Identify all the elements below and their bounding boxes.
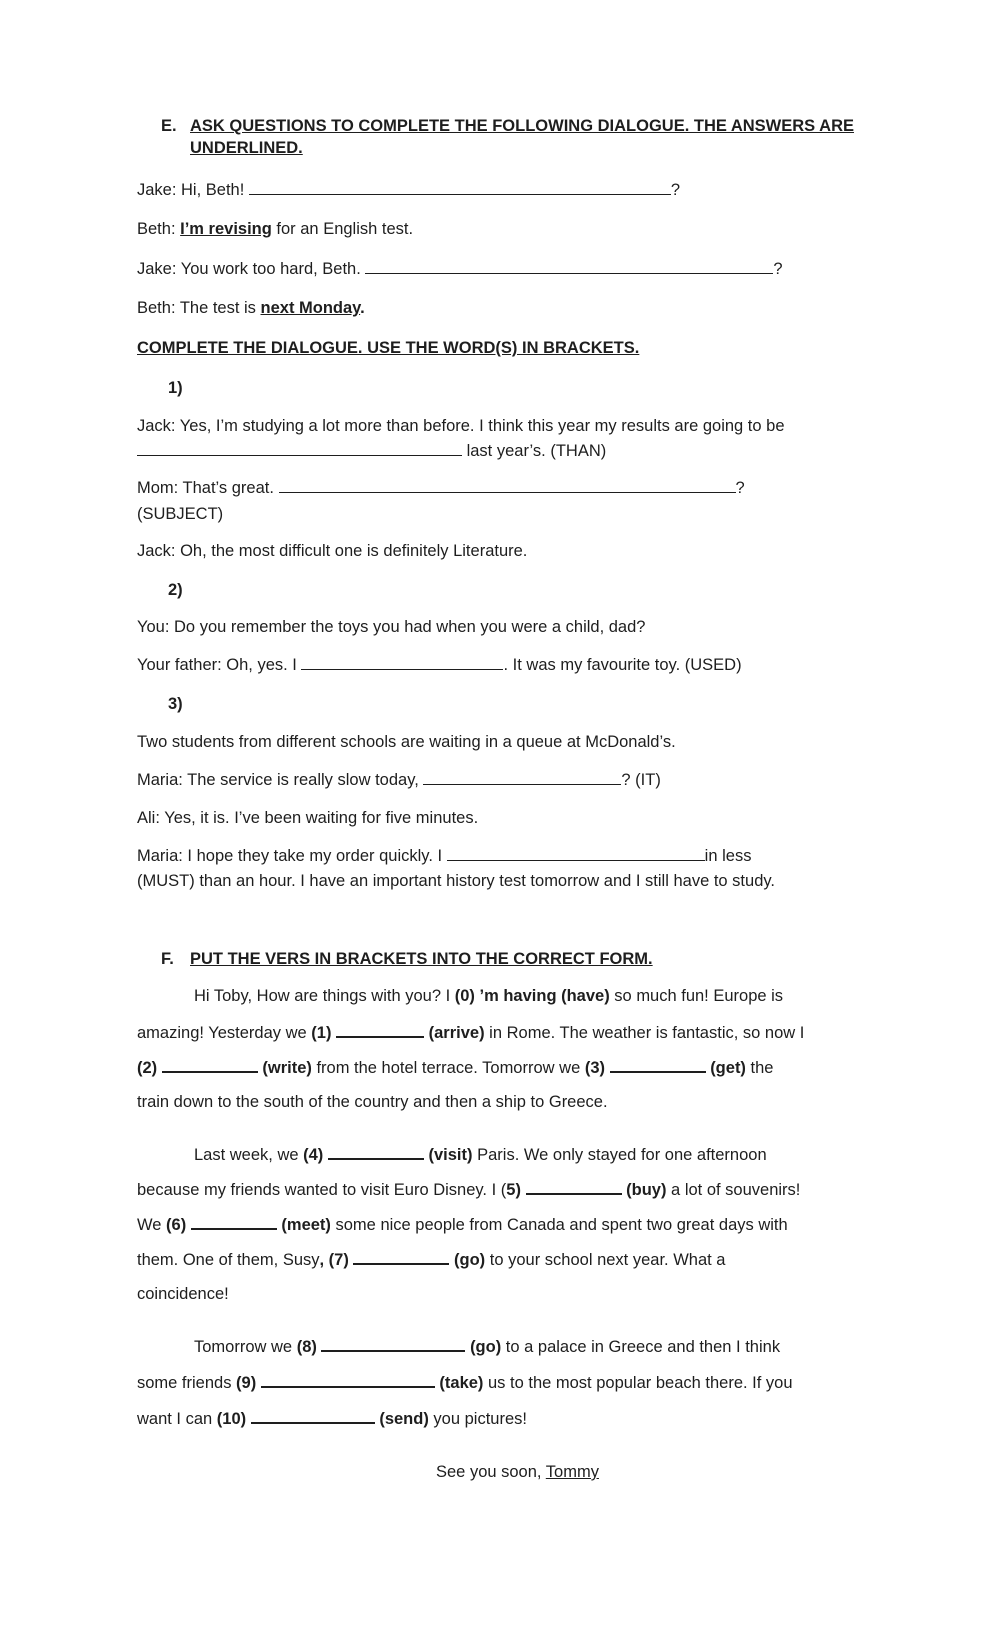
letter-text: We xyxy=(137,1216,167,1234)
letter-text: Tomorrow we xyxy=(194,1338,297,1356)
dialogue-text: Mom: That’s great. xyxy=(137,479,279,497)
verb-hint: (get) xyxy=(710,1059,746,1077)
dialogue-text: . It was my favourite toy. (USED) xyxy=(503,656,742,674)
section-e-letter: E. xyxy=(161,117,177,135)
gap-number: 5) xyxy=(506,1181,521,1199)
verb-hint: (go) xyxy=(454,1251,486,1269)
letter-p2-line4 xyxy=(137,1249,725,1270)
answer-blank[interactable] xyxy=(301,655,503,670)
dialogue-text: Beth: xyxy=(137,220,181,238)
verb-hint: (meet) xyxy=(281,1216,331,1234)
dialogue-text: ? (IT) xyxy=(621,771,661,789)
item3-ali-line: Ali: Yes, it is. I’ve been waiting for five minutes. xyxy=(137,809,479,827)
letter-p3-line2 xyxy=(137,1372,793,1393)
dialogue-text: Beth: The test is xyxy=(137,299,261,317)
dialogue-text: Jake: Hi, Beth! xyxy=(137,181,249,199)
letter-text: Hi Toby, How are things with you? I xyxy=(194,987,455,1005)
dialogue-text: Your father: Oh, yes. I xyxy=(137,656,302,674)
letter-p2-line5: coincidence! xyxy=(137,1285,229,1303)
dialogue-text: ? xyxy=(773,260,783,278)
letter-text: in Rome. The weather is fantastic, so now I xyxy=(484,1024,805,1042)
dialogue-text: for an English test. xyxy=(271,220,414,238)
signoff-text: See you soon, xyxy=(436,1463,546,1481)
item3-maria2-line1 xyxy=(137,846,751,866)
letter-p2-line1 xyxy=(194,1144,767,1165)
underlined-answer: I’m revising xyxy=(180,220,272,238)
letter-text: them. One of them, Susy xyxy=(137,1251,320,1269)
dialogue-text: ? xyxy=(735,479,745,497)
letter-text: Last week, we xyxy=(194,1146,304,1164)
verb-hint: (buy) xyxy=(626,1181,667,1199)
gap-number: (2) xyxy=(137,1059,158,1077)
item-number-2: 2) xyxy=(168,581,183,599)
dialogue-line-jake-2 xyxy=(137,259,783,279)
gap-number: (3) xyxy=(584,1059,605,1077)
item1-jack-line1: Jack: Yes, I’m studying a lot more than before. I think this year my results are going to be xyxy=(137,417,785,435)
letter-p2-line2 xyxy=(137,1179,800,1200)
gap-number: (10) xyxy=(216,1410,247,1428)
section-f-letter: F. xyxy=(161,950,174,968)
letter-text: some nice people from Canada and spent two great days with xyxy=(330,1216,788,1234)
item1-mom-hint: (SUBJECT) xyxy=(137,505,224,523)
section-f-heading: PUT THE VERS IN BRACKETS INTO THE CORRECT FORM. xyxy=(190,950,653,968)
answer-blank[interactable] xyxy=(279,478,736,493)
gap-number: (1) xyxy=(311,1024,332,1042)
letter-text: so much fun! Europe is xyxy=(609,987,784,1005)
letter-p1-line3 xyxy=(137,1057,773,1078)
dialogue-text: . xyxy=(360,299,365,317)
verb-blank[interactable] xyxy=(191,1214,277,1230)
verb-blank[interactable] xyxy=(353,1249,449,1265)
letter-text: us to the most popular beach there. If you xyxy=(483,1374,793,1392)
dialogue-text: Maria: The service is really slow today, xyxy=(137,771,424,789)
dialogue-line-beth-1 xyxy=(137,219,413,239)
letter-text: from the hotel terrace. Tomorrow we xyxy=(311,1059,585,1077)
letter-text: to your school next year. What a xyxy=(485,1251,726,1269)
item1-jack-reply: Jack: Oh, the most difficult one is definitely Literature. xyxy=(137,542,528,560)
dialogue-text: last year’s. (THAN) xyxy=(462,442,607,460)
item2-you-line: You: Do you remember the toys you had when you were a child, dad? xyxy=(137,618,646,636)
verb-blank[interactable] xyxy=(321,1336,465,1352)
item3-intro: Two students from different schools are waiting in a queue at McDonald’s. xyxy=(137,733,676,751)
verb-hint: (write) xyxy=(262,1059,312,1077)
example-answer: (0) ’m having (have) xyxy=(454,987,610,1005)
letter-text: a lot of souvenirs! xyxy=(666,1181,801,1199)
gap-number: (9) xyxy=(236,1374,257,1392)
letter-text: amazing! Yesterday we xyxy=(137,1024,312,1042)
dialogue-text: Jake: You work too hard, Beth. xyxy=(137,260,366,278)
verb-blank[interactable] xyxy=(162,1057,258,1073)
item3-maria-line xyxy=(137,770,661,790)
item3-maria2-line2: (MUST) than an hour. I have an important history test tomorrow and I still have to study. xyxy=(137,872,775,890)
item-number-1: 1) xyxy=(168,379,183,397)
verb-blank[interactable] xyxy=(261,1372,435,1388)
verb-hint: (send) xyxy=(379,1410,429,1428)
letter-text: Paris. We only stayed for one afternoon xyxy=(472,1146,767,1164)
section-e-heading xyxy=(190,115,854,159)
verb-blank[interactable] xyxy=(610,1057,706,1073)
dialogue-text: ? xyxy=(670,181,681,199)
letter-signoff xyxy=(436,1462,599,1482)
letter-text: to a palace in Greece and then I think xyxy=(501,1338,781,1356)
verb-hint: (visit) xyxy=(428,1146,473,1164)
gap-number: (6) xyxy=(166,1216,187,1234)
verb-hint: (go) xyxy=(470,1338,502,1356)
section-e-heading-line2: UNDERLINED. xyxy=(190,139,303,157)
item-number-3: 3) xyxy=(168,695,183,713)
letter-p1-line4: train down to the south of the country and then a ship to Greece. xyxy=(137,1093,608,1111)
verb-blank[interactable] xyxy=(526,1179,622,1195)
complete-dialogue-heading: COMPLETE THE DIALOGUE. USE THE WORD(S) IN BRACKETS. xyxy=(137,339,640,357)
letter-text: some friends xyxy=(137,1374,237,1392)
answer-blank[interactable] xyxy=(447,846,705,861)
gap-number: , (7) xyxy=(319,1251,349,1269)
letter-text: because my friends wanted to visit Euro Disney. I ( xyxy=(137,1181,507,1199)
item1-mom-line xyxy=(137,478,745,498)
dialogue-line-beth-2 xyxy=(137,298,365,318)
gap-number: (8) xyxy=(296,1338,317,1356)
signoff-name: Tommy xyxy=(545,1463,599,1481)
verb-hint: (take) xyxy=(439,1374,484,1392)
answer-blank[interactable] xyxy=(137,441,462,456)
letter-p1-line1 xyxy=(194,986,783,1006)
letter-text: want I can xyxy=(137,1410,217,1428)
letter-p1-line2 xyxy=(137,1022,804,1043)
dialogue-text: Maria: I hope they take my order quickly. I xyxy=(137,847,447,865)
underlined-answer: next Monday xyxy=(260,299,361,317)
answer-blank[interactable] xyxy=(365,259,773,274)
item2-father-line xyxy=(137,655,742,675)
dialogue-line-jake-1 xyxy=(137,180,680,200)
letter-p3-line1 xyxy=(194,1336,780,1357)
letter-p2-line3 xyxy=(137,1214,788,1235)
answer-blank[interactable] xyxy=(423,770,621,785)
answer-blank[interactable] xyxy=(249,180,671,195)
letter-p3-line3 xyxy=(137,1408,527,1429)
gap-number: (4) xyxy=(303,1146,324,1164)
dialogue-text: in less xyxy=(704,847,752,865)
letter-text: the xyxy=(745,1059,774,1077)
verb-hint: (arrive) xyxy=(428,1024,485,1042)
verb-blank[interactable] xyxy=(251,1408,375,1424)
item1-jack-line2 xyxy=(137,441,606,461)
letter-text: you pictures! xyxy=(428,1410,527,1428)
verb-blank[interactable] xyxy=(336,1022,424,1038)
section-e-heading-line1: ASK QUESTIONS TO COMPLETE THE FOLLOWING DIALOGUE. THE ANSWERS ARE xyxy=(190,117,854,135)
verb-blank[interactable] xyxy=(328,1144,424,1160)
